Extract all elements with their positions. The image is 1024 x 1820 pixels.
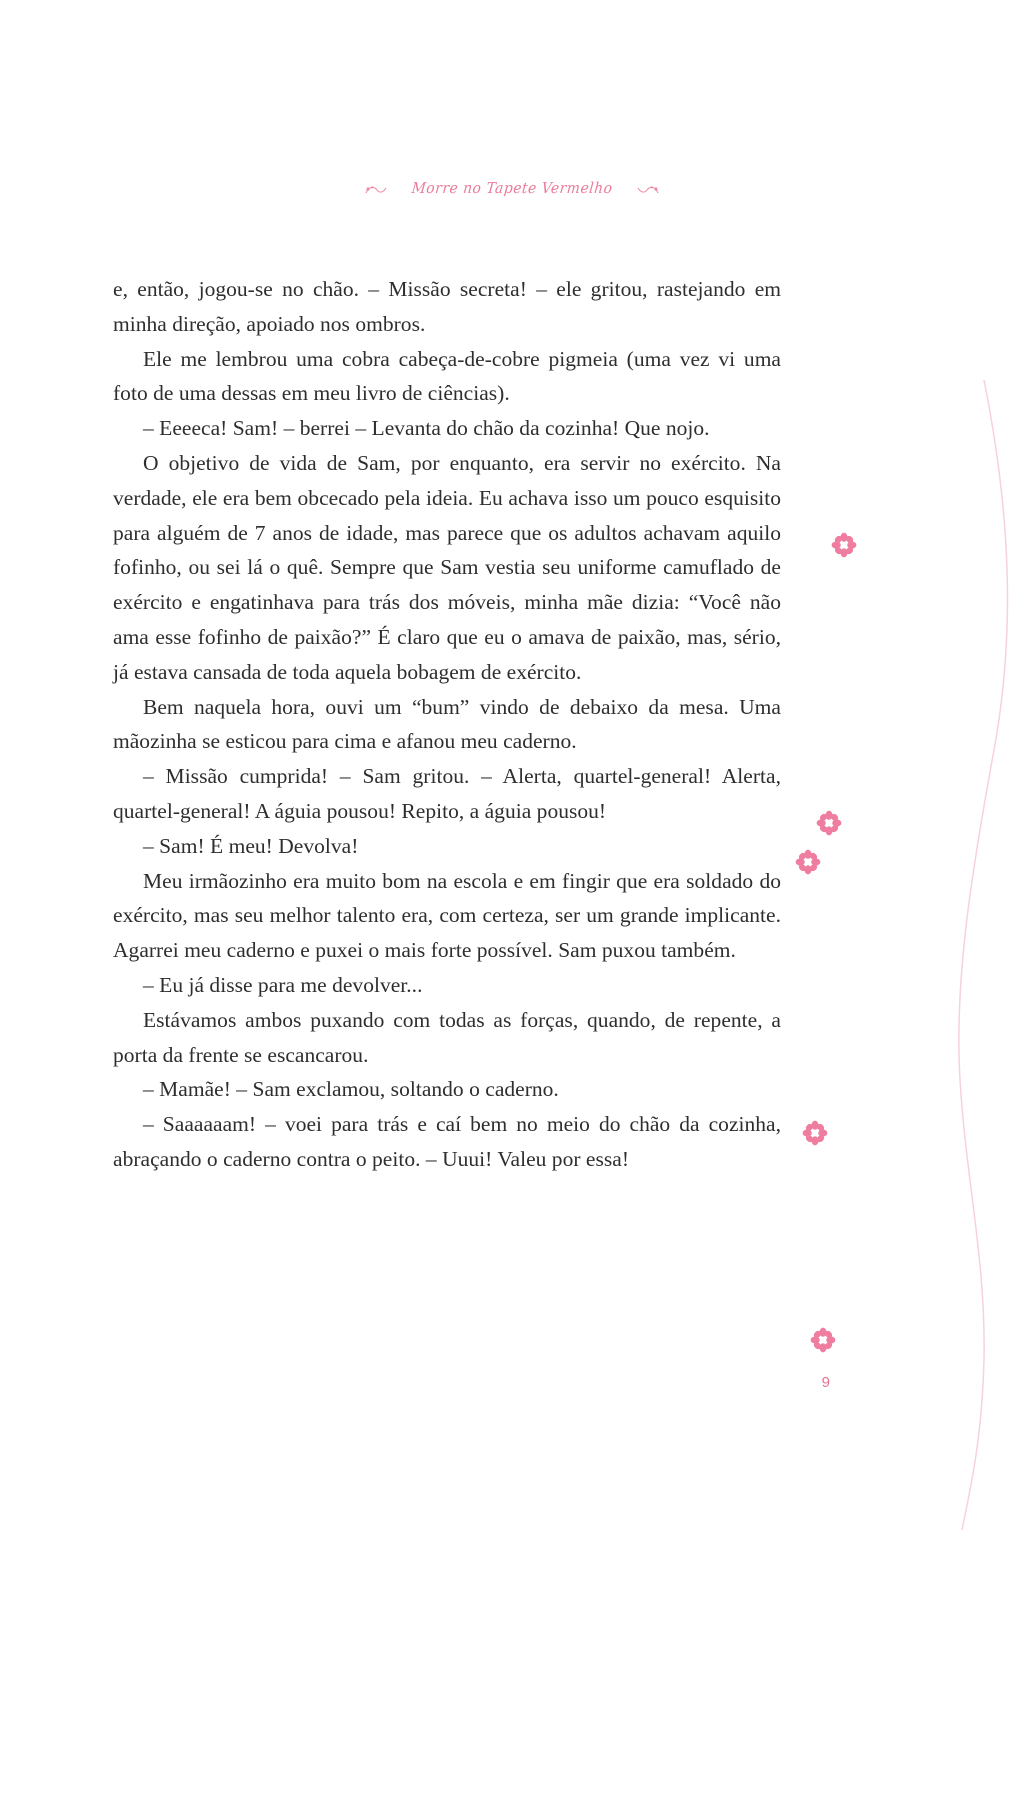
paragraph-12: – Saaaaaam! – voei para trás e caí bem no meio do chão da cozinha, abraçando o caderno contra o peito. – Uuui! Valeu por essa! bbox=[113, 1112, 781, 1171]
body-text-column bbox=[113, 272, 781, 1177]
paragraph-4: O objetivo de vida de Sam, por enquanto, era servir no exército. Na verdade, ele era bem obcecado pela ideia. Eu achava isso um pouco esquisito para alguém de 7 anos de idade, mas parece que os adultos achavam aquilo fofinho, ou sei lá o quê. Sempre que Sam vestia seu uniforme camuflado de exército e engatinhava para trás dos móveis, minha mãe dizia: “Você não ama esse fofinho de paixão?” É claro que eu o amava de paixão, mas, sério, já estava cansada de toda aquela bobagem de exército. bbox=[113, 450, 781, 684]
paragraph-2: Ele me lembrou uma cobra cabeça-de-cobre pigmeia (uma vez vi uma foto de uma dessas em meu livro de ciências). bbox=[113, 346, 781, 406]
paragraph-7: – Sam! É meu! Devolva! bbox=[143, 833, 359, 858]
paragraph-1: e, então, jogou-se no chão. – Missão secreta! – ele gritou, rastejando em minha direção, apoiado nos ombros. bbox=[113, 277, 781, 336]
paragraph-8: Meu irmãozinho era muito bom na escola e em fingir que era soldado do exército, mas seu melhor talento era, com certeza, ser um grande implicante. Agarrei meu caderno e puxei o mais forte possível. Sam puxou também. bbox=[113, 868, 781, 963]
page-number: 9 bbox=[821, 1374, 831, 1391]
flower-ornament-4 bbox=[802, 1120, 828, 1146]
paragraph-5: Bem naquela hora, ouvi um “bum” vindo de debaixo da mesa. Uma mãozinha se esticou para cima e afanou meu caderno. bbox=[113, 694, 781, 754]
paragraph-10: Estávamos ambos puxando com todas as forças, quando, de repente, a porta da frente se escancarou. bbox=[113, 1007, 781, 1067]
header-ornament-left bbox=[365, 182, 387, 194]
header-ornament-right bbox=[637, 182, 659, 194]
vine-decoration bbox=[834, 380, 1024, 1530]
paragraph-3: – Eeeeca! Sam! – berrei – Levanta do chão da cozinha! Que nojo. bbox=[143, 416, 710, 441]
flower-ornament-2 bbox=[816, 810, 842, 836]
running-head-title: Morre no Tapete Vermelho bbox=[410, 179, 614, 197]
flower-ornament-5 bbox=[810, 1327, 836, 1353]
paragraph-11: – Mamãe! – Sam exclamou, soltando o caderno. bbox=[143, 1077, 559, 1102]
flower-ornament-3 bbox=[795, 849, 821, 875]
paragraph-6: – Missão cumprida! – Sam gritou. – Alerta, quartel-general! Alerta, quartel-general! A águia pousou! Repito, a águia pousou! bbox=[113, 764, 781, 823]
running-head bbox=[0, 178, 1024, 197]
paragraph-9: – Eu já disse para me devolver... bbox=[143, 972, 423, 997]
flower-ornament-1 bbox=[831, 532, 857, 558]
